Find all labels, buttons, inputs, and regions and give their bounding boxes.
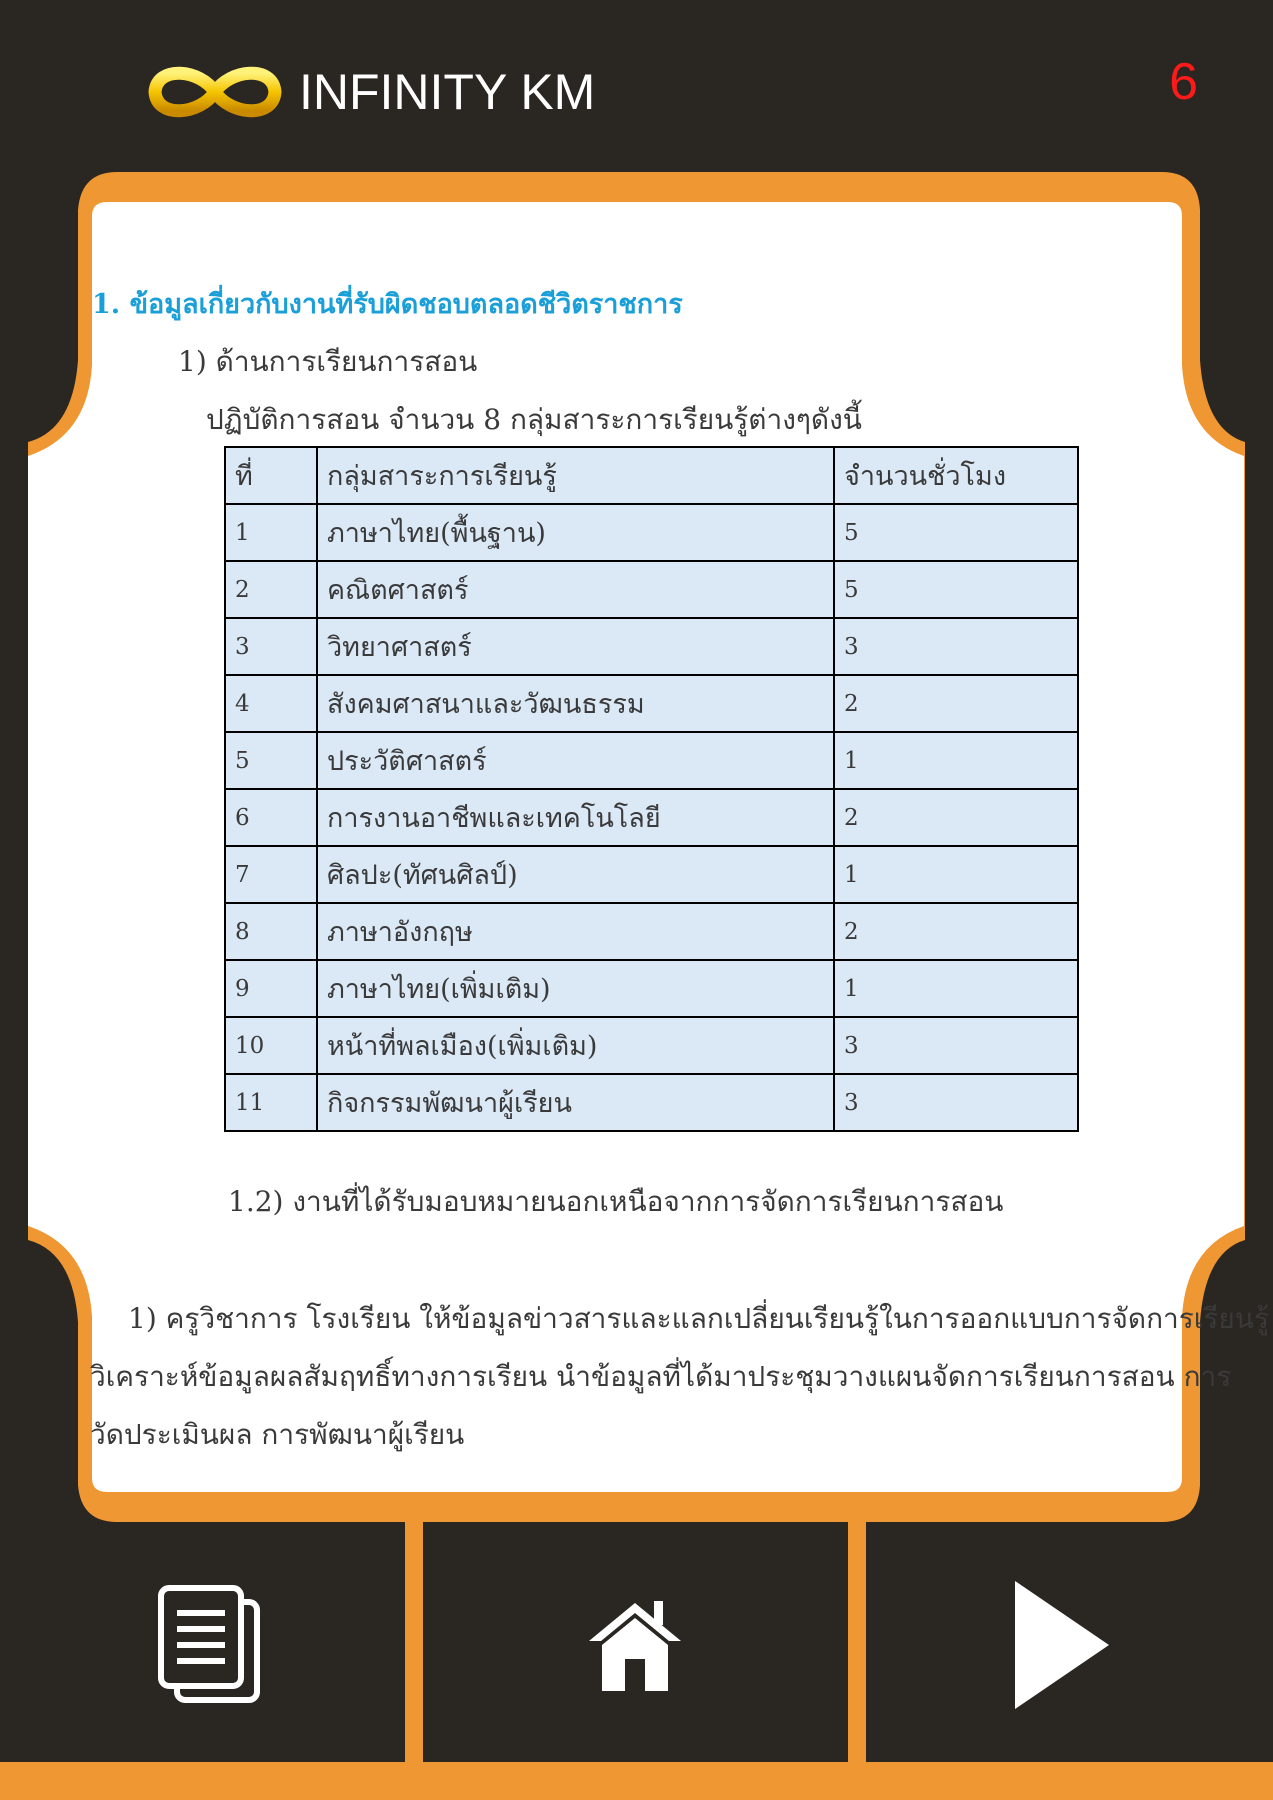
cell-subject: คณิตศาสตร์: [317, 561, 834, 618]
cell-subject: สังคมศาสนาและวัฒนธรรม: [317, 675, 834, 732]
duties-paragraph: [90, 1290, 1269, 1464]
cell-subject: ภาษาอังกฤษ: [317, 903, 834, 960]
paragraph-line: วิเคราะห์ข้อมูลผลสัมฤทธิ์ทางการเรียน นำข้อมูลที่ได้มาประชุมวางแผนจัดการเรียนการสอน การ: [90, 1360, 1232, 1393]
table-row: [225, 732, 1078, 789]
cell-subject: หน้าที่พลเมือง(เพิ่มเติม): [317, 1017, 834, 1074]
documents-button[interactable]: [20, 1525, 400, 1765]
cell-index: 3: [225, 618, 317, 675]
page-number: 6: [1169, 53, 1198, 111]
table-row: [225, 1017, 1078, 1074]
table-header-row: [225, 447, 1078, 504]
header-hours: จำนวนชั่วโมง: [834, 447, 1078, 504]
header-index: ที่: [225, 447, 317, 504]
cell-hours: 3: [834, 1017, 1078, 1074]
section-title: 1. ข้อมูลเกี่ยวกับงานที่รับผิดชอบตลอดชีวิตราชการ: [92, 289, 683, 320]
cell-hours: 3: [834, 618, 1078, 675]
cell-hours: 3: [834, 1074, 1078, 1131]
cell-hours: 2: [834, 903, 1078, 960]
table-row: [225, 903, 1078, 960]
subheading: 1) ด้านการเรียนการสอน: [178, 345, 478, 378]
cell-hours: 5: [834, 561, 1078, 618]
table-row: [225, 846, 1078, 903]
paragraph-line: วัดประเมินผล การพัฒนาผู้เรียน: [90, 1418, 465, 1451]
next-page-button[interactable]: [868, 1525, 1253, 1765]
cell-index: 5: [225, 732, 317, 789]
cell-subject: ศิลปะ(ทัศนศิลป์): [317, 846, 834, 903]
subheading-2: 1.2) งานที่ได้รับมอบหมายนอกเหนือจากการจัดการเรียนการสอน: [228, 1185, 1004, 1218]
cell-index: 8: [225, 903, 317, 960]
cell-index: 6: [225, 789, 317, 846]
cell-subject: ภาษาไทย(เพิ่มเติม): [317, 960, 834, 1017]
table-row: [225, 789, 1078, 846]
cell-index: 1: [225, 504, 317, 561]
cell-index: 4: [225, 675, 317, 732]
cell-index: 9: [225, 960, 317, 1017]
cell-hours: 5: [834, 504, 1078, 561]
documents-icon: [155, 1584, 265, 1706]
cell-hours: 1: [834, 732, 1078, 789]
cell-subject: ประวัติศาสตร์: [317, 732, 834, 789]
intro-text: ปฏิบัติการสอน จำนวน 8 กลุ่มสาระการเรียนรู้ต่างๆดังนี้: [206, 403, 862, 436]
cell-hours: 1: [834, 960, 1078, 1017]
cell-subject: การงานอาชีพและเทคโนโลยี: [317, 789, 834, 846]
cell-hours: 2: [834, 675, 1078, 732]
cell-subject: กิจกรรมพัฒนาผู้เรียน: [317, 1074, 834, 1131]
cell-hours: 1: [834, 846, 1078, 903]
logo-text: INFINITY KM: [299, 64, 596, 120]
table-row: [225, 504, 1078, 561]
cell-subject: วิทยาศาสตร์: [317, 618, 834, 675]
cell-index: 11: [225, 1074, 317, 1131]
header-subject: กลุ่มสาระการเรียนรู้: [317, 447, 834, 504]
cell-subject: ภาษาไทย(พื้นฐาน): [317, 504, 834, 561]
next-arrow-icon: [1011, 1579, 1111, 1711]
cell-index: 10: [225, 1017, 317, 1074]
table-row: [225, 960, 1078, 1017]
subjects-table: [224, 446, 1079, 1132]
cell-index: 7: [225, 846, 317, 903]
table-row: [225, 561, 1078, 618]
cell-index: 2: [225, 561, 317, 618]
home-icon: [585, 1595, 685, 1695]
home-button[interactable]: [425, 1525, 845, 1765]
cell-hours: 2: [834, 789, 1078, 846]
table-row: [225, 1074, 1078, 1131]
table-row: [225, 618, 1078, 675]
table-row: [225, 675, 1078, 732]
paragraph-line: 1) ครูวิชาการ โรงเรียน ให้ข้อมูลข่าวสารและแลกเปลี่ยนเรียนรู้ในการออกแบบการจัดการเรียนรู้: [128, 1302, 1269, 1335]
